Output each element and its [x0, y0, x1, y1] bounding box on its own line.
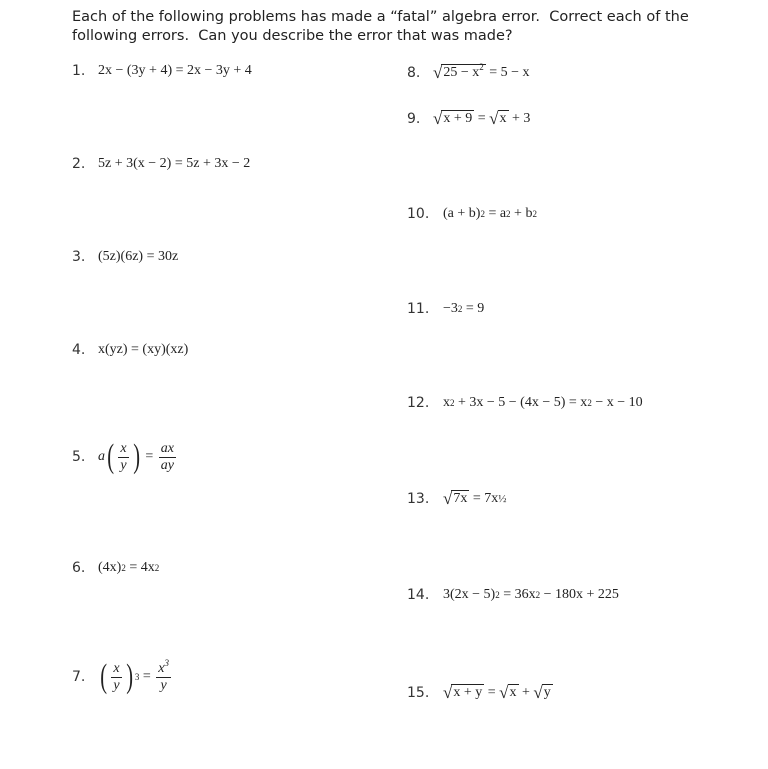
problem-number: 15. — [407, 684, 430, 701]
equals: = — [139, 669, 155, 684]
paren: ) — [132, 438, 140, 475]
problem-11 — [407, 301, 484, 317]
problem-number: 3. — [72, 249, 86, 265]
exponent: 2 — [479, 62, 484, 72]
eq-term: + b — [510, 206, 533, 221]
problem-number: 2. — [72, 156, 86, 172]
equation: (5z)(6z) = 30z — [98, 249, 179, 264]
equation: 5z + 3(x − 2) = 5z + 3x − 2 — [98, 156, 251, 171]
radicand: x — [499, 111, 507, 126]
numerator: x — [120, 440, 127, 456]
problem-number: 10. — [407, 206, 430, 222]
problem-number: 8. — [407, 64, 421, 81]
denominator: y — [120, 457, 127, 473]
denominator: ay — [160, 457, 174, 473]
eq-term: = 5 − x — [485, 64, 530, 80]
paren: ) — [125, 658, 133, 695]
numerator: x — [113, 660, 120, 676]
equation — [443, 490, 507, 507]
fraction — [159, 441, 176, 474]
problem-8 — [407, 64, 530, 81]
equation: ( $\frac{x}{y}$ ) 3 = $\frac{x^3}{y}$ — [100, 657, 169, 695]
equation — [443, 684, 553, 701]
eq-term: = 36x — [499, 587, 536, 602]
fraction — [118, 441, 128, 474]
square-root: √ x — [499, 683, 517, 702]
problem-3 — [72, 249, 178, 265]
eq-term: + 3x − 5 − (4x − 5) = x — [454, 395, 588, 410]
problem-number: 6. — [72, 560, 86, 576]
equation: 3(2x − 5) 2 = 36x 2 − 180x + 225 — [443, 587, 619, 602]
equation: 2x − (3y + 4) = 2x − 3y + 4 — [98, 63, 252, 78]
problem-7 — [72, 657, 173, 695]
eq-term: x — [443, 395, 450, 410]
problem-number: 4. — [72, 342, 86, 358]
eq-term: − x − 10 — [591, 395, 643, 410]
eq-term: a — [98, 449, 105, 464]
eq-term: = a — [484, 206, 507, 221]
equals: = — [474, 110, 490, 126]
problem-5 — [72, 440, 178, 474]
square-root: √ y — [533, 683, 551, 702]
problem-number: 14. — [407, 587, 430, 603]
fraction — [156, 657, 171, 694]
problem-4 — [72, 342, 188, 358]
problem-number: 12. — [407, 395, 430, 411]
paren: ( — [100, 658, 108, 695]
eq-term: = 9 — [462, 301, 485, 316]
eq-term: + — [518, 684, 534, 700]
problem-2 — [72, 156, 250, 172]
eq-term: − 180x + 225 — [540, 587, 619, 602]
radicand: x — [509, 685, 517, 700]
radicand: 25 − x — [443, 65, 480, 80]
equation — [98, 440, 178, 474]
instructions: Each of the following problems has made a “fatal” algebra error. Correct each of the following errors. Can you describe the error that was made? — [72, 9, 694, 44]
eq-term: (4x) — [98, 560, 122, 575]
problem-1 — [72, 63, 252, 79]
problem-number: 5. — [72, 449, 86, 465]
eq-term: (a + b) — [443, 206, 481, 221]
equation: (a + b) 2 = a 2 + b 2 — [443, 206, 537, 221]
exponent: ½ — [498, 492, 507, 505]
radicand: x + y — [453, 685, 483, 700]
problem-14 — [407, 587, 619, 603]
problem-number: 9. — [407, 110, 421, 127]
equation: (4x) 2 = 4x 2 — [98, 560, 160, 575]
eq-term: + 3 — [508, 110, 531, 126]
problem-9 — [407, 110, 530, 127]
problem-number: 13. — [407, 490, 430, 507]
paren: ( — [107, 438, 115, 475]
eq-term: 3(2x − 5) — [443, 587, 496, 602]
problem-number: 11. — [407, 301, 430, 317]
radicand: x + 9 — [443, 111, 473, 126]
exponent: 3 — [164, 657, 169, 668]
radicand: y — [543, 685, 551, 700]
radicand: 7x — [453, 491, 468, 506]
square-root: √ 7x — [443, 489, 468, 508]
square-root: √ x + 9 — [433, 109, 473, 128]
numerator: ax — [160, 440, 174, 456]
problem-10 — [407, 206, 537, 222]
numerator: x — [158, 660, 165, 676]
problem-number: 1. — [72, 63, 86, 79]
denominator: y — [160, 677, 167, 693]
problem-6 — [72, 560, 159, 576]
square-root: √ $25 - x^2$ — [433, 62, 484, 82]
square-root: √ x + y — [443, 683, 483, 702]
equals: = — [484, 684, 500, 700]
fraction — [111, 661, 121, 694]
eq-term: −3 — [443, 301, 458, 316]
square-root: √ x — [489, 109, 507, 128]
equals: = — [141, 449, 157, 464]
eq-term: = 7x — [469, 490, 499, 506]
equation — [433, 110, 530, 127]
equation: x(yz) = (xy)(xz) — [98, 342, 189, 357]
equation: −3 2 = 9 — [443, 301, 485, 316]
eq-term: = 4x — [125, 560, 155, 575]
equation — [433, 64, 530, 81]
equation: x 2 + 3x − 5 − (4x − 5) = x 2 − x − 10 — [443, 395, 643, 410]
problem-13 — [407, 490, 507, 507]
problem-number: 7. — [72, 669, 86, 685]
problem-15 — [407, 684, 553, 701]
problem-12 — [407, 395, 643, 411]
denominator: y — [113, 677, 120, 693]
